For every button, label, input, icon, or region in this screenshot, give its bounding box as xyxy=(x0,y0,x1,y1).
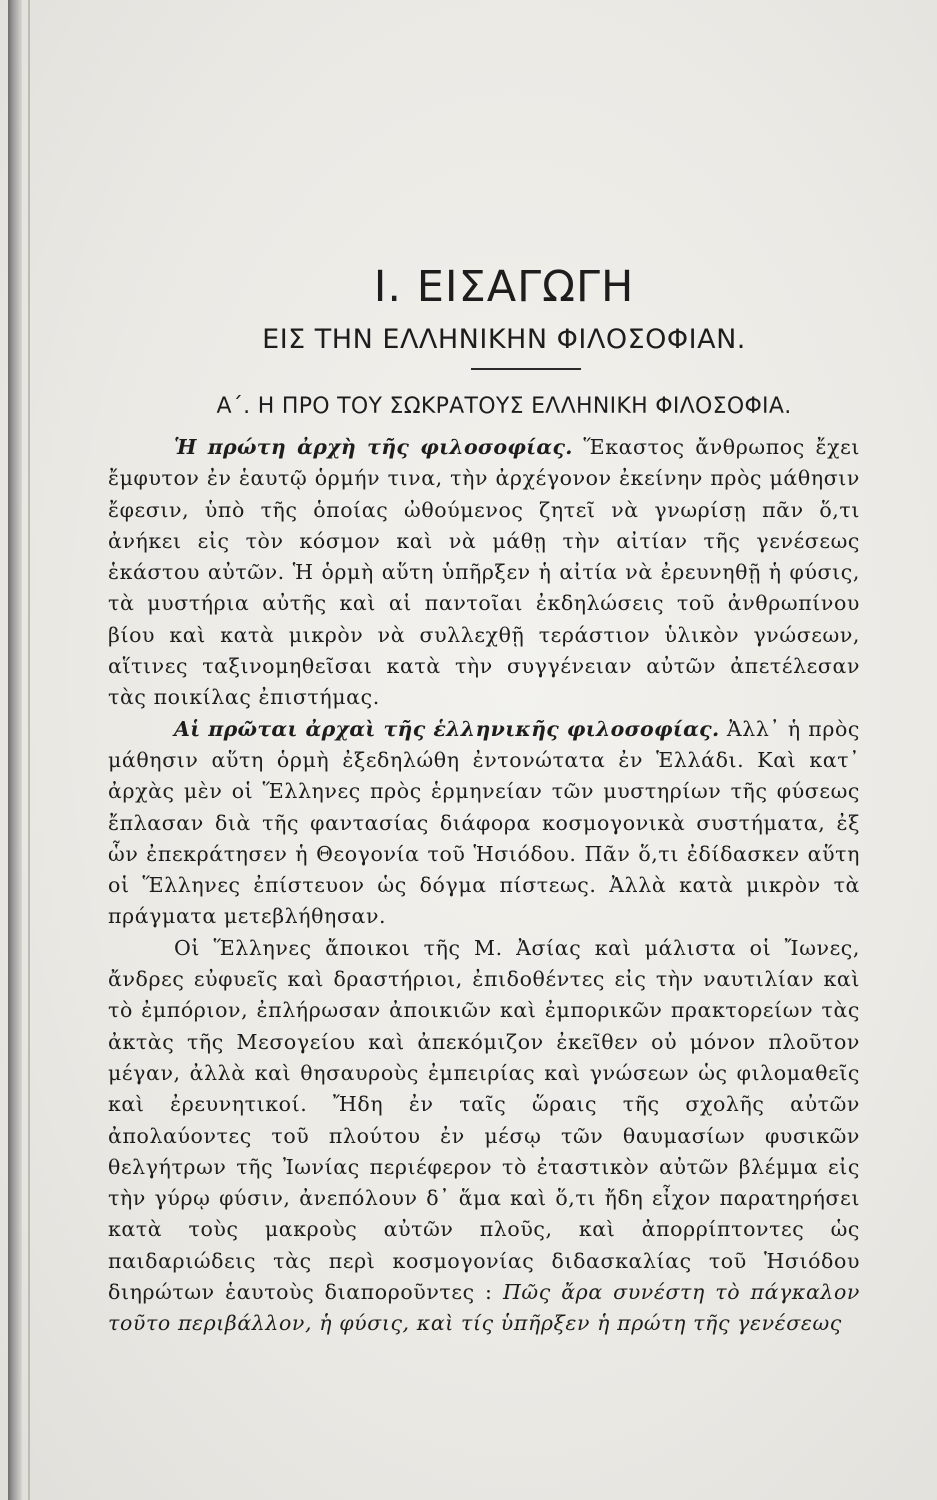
paragraph-3 xyxy=(108,933,860,1340)
paragraph-1-text: Ἕκαστος ἄνθρωπος ἔχει ἔμφυτον ἐν ἑαυτῷ ὁρμήν τινα, τὴν ἀρχέγονον ἐκείνην πρὸς μάθησιν ἔφεσιν, ὑπὸ τῆς ὁποίας ὠθούμενος ζητεῖ νὰ γνωρίσῃ πᾶν ὅ,τι ἀνήκει εἰς τὸν κόσμον καὶ νὰ μάθῃ τὴν αἰτίαν τῆς γενέσεως ἑκάστου αὐτῶν. Ἡ ὁρμὴ αὕτη ὑπῆρξεν ἡ αἰτία νὰ ἐρευνηθῇ ἡ φύσις, τὰ μυστήρια αὐτῆς καὶ αἱ παντοῖαι ἐκδηλώσεις τοῦ ἀνθρωπίνου βίου καὶ κατὰ μικρὸν νὰ συλλεχθῇ τεράστιον ὑλικὸν γνώσεων, αἵτινες ταξινομηθεῖσαι κατὰ τὴν συγγένειαν αὐτῶν ἀπετέλεσαν τὰς ποικίλας ἐπιστήμας. xyxy=(108,435,860,710)
gutter-line xyxy=(28,0,30,1500)
paragraph-1-lead: Ἡ πρώτη ἀρχὴ τῆς φιλοσοφίας. xyxy=(174,435,573,459)
paragraph-2-text: Ἀλλ᾽ ἡ πρὸς μάθησιν αὕτη ὁρμὴ ἐξεδηλώθη ἐντονώτατα ἐν Ἑλλάδι. Καὶ κατ᾽ ἀρχὰς μὲν οἱ Ἕλληνες πρὸς ἑρμηνείαν τῶν μυστηρίων τῆς φύσεως ἔπλασαν διὰ τῆς φαντασίας διάφορα κοσμογονικὰ συστήματα, ἐξ ὧν ἐπεκράτησεν ἡ Θεογονία τοῦ Ἡσιόδου. Πᾶν ὅ,τι ἐδίδασκεν αὕτη οἱ Ἕλληνες ἐπίστευον ὡς δόγμα πίστεως. Ἀλλὰ κατὰ μικρὸν τὰ πράγματα μετεβλήθησαν. xyxy=(108,716,860,929)
paragraph-3-text: Οἱ Ἕλληνες ἄποικοι τῆς Μ. Ἀσίας καὶ μάλιστα οἱ Ἴωνες, ἄνδρες εὐφυεῖς καὶ δραστήριοι, ἐπιδοθέντες εἰς τὴν ναυτιλίαν καὶ τὸ ἐμπόριον, ἐπλήρωσαν ἀποικιῶν καὶ ἐμπορικῶν πρακτορείων τὰς ἀκτὰς τῆς Μεσογείου καὶ ἀπεκόμιζον ἐκεῖθεν οὐ μόνον πλοῦτον μέγαν, ἀλλὰ καὶ θησαυροὺς ἐμπειρίας καὶ γνώσεων ὡς φιλομαθεῖς καὶ ἐρευνητικοί. Ἤδη ἐν ταῖς ὥραις τῆς σχολῆς αὐτῶν ἀπολαύοντες τοῦ πλούτου ἐν μέσῳ τῶν θαυμασίων φυσικῶν θελγήτρων τῆς Ἰωνίας περιέφερον τὸ ἐταστικὸν αὐτῶν βλέμμα εἰς τὴν γύρῳ φύσιν, ἀνεπόλουν δ᾽ ἅμα καὶ ὅ,τι ἤδη εἶχον παρατηρήσει κατὰ τοὺς μακροὺς αὐτῶν πλοῦς, καὶ ἀπορρίπτοντες ὡς παιδαριώδεις τὰς περὶ κοσμογονίας διδασκαλίας τοῦ Ἡσιόδου διηρώτων ἑαυτοὺς διαπορoῦντες : xyxy=(108,935,860,1305)
chapter-title: Ι. ΕΙΣΑΓΩΓΗ xyxy=(373,262,635,312)
title-divider xyxy=(471,368,581,370)
chapter-subtitle: ΕΙΣ ΤΗΝ ΕΛΛΗΝΙΚΗΝ ΦΙΛΟΣΟΦΙΑΝ. xyxy=(262,324,746,355)
paragraph-1 xyxy=(108,432,860,714)
section-heading: Α΄. Η ΠΡΟ ΤΟΥ ΣΩΚΡΑΤΟΥΣ ΕΛΛΗΝΙΚΗ ΦΙΛΟΣΟΦΙΑ. xyxy=(216,394,792,419)
book-spine-shadow xyxy=(8,0,22,1500)
paragraph-2-lead: Αἱ πρῶται ἀρχαὶ τῆς ἑλληνικῆς φιλοσοφίας. xyxy=(174,716,720,741)
paragraph-2 xyxy=(108,714,860,933)
page-content xyxy=(108,260,860,1340)
paragraph-3-italic-question: Πῶς ἄρα συνέστη τὸ πάγκαλον τοῦτο περιβάλλον, ἡ φύσις, καὶ τίς ὑπῆρξεν ἡ πρώτη τῆς γενέσεως xyxy=(108,1280,860,1336)
